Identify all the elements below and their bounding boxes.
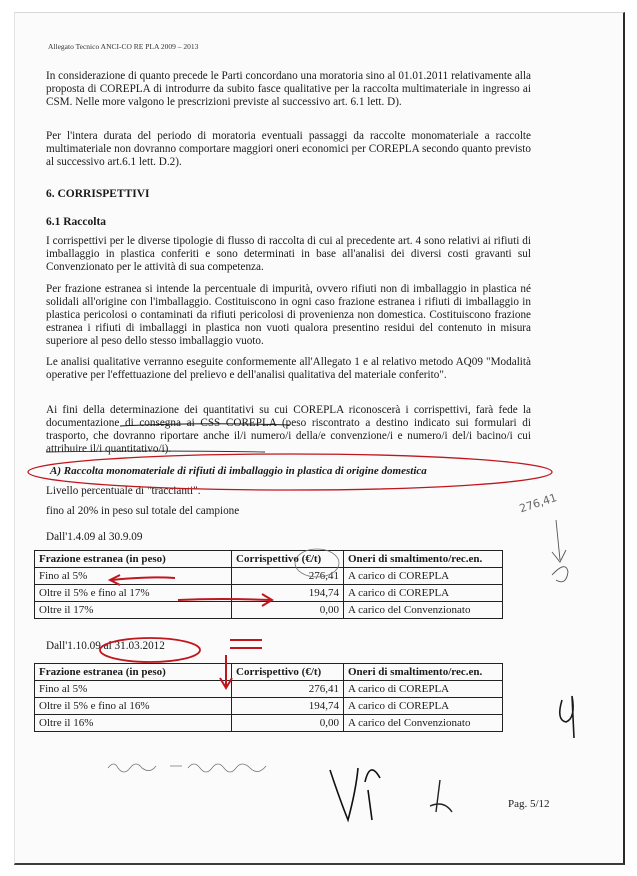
margin-squiggle: [560, 696, 574, 738]
table-cell: Oltre il 17%: [35, 602, 232, 619]
header-corrispettivo: Corrispettivo (€/t): [232, 551, 344, 568]
table-cell: A carico di COREPLA: [344, 585, 503, 602]
red-arrow-right: [178, 599, 270, 600]
table-cell: A carico di COREPLA: [344, 698, 503, 715]
table-cell: Fino al 5%: [35, 681, 232, 698]
table-cell: Oltre il 16%: [35, 715, 232, 732]
header-oneri: Oneri di smaltimento/rec.en.: [344, 664, 503, 681]
table-cell: 194,74: [232, 585, 344, 602]
red-equals: [230, 640, 262, 648]
table-cell: 276,41: [232, 568, 344, 585]
table-cell: Oltre il 5% e fino al 17%: [35, 585, 232, 602]
handwritten-note-text: Come uno = frazione realizzata: [104, 769, 246, 779]
period2-mid: al: [103, 640, 112, 652]
signature-2: [430, 780, 452, 812]
page-number: Pag. 5/12: [508, 798, 550, 810]
header-frazione: Frazione estranea (in peso): [35, 664, 232, 681]
signature-1: [330, 768, 380, 820]
header-corrispettivo: Corrispettivo (€/t): [232, 664, 344, 681]
table-cell: A carico del Convenzionato: [344, 602, 503, 619]
period2-start: Dall'1.10.09: [46, 640, 101, 652]
document-header: Allegato Tecnico ANCI-CO RE PLA 2009 – 2013: [48, 42, 199, 51]
paragraph-periodo: Per l'intera durata del periodo di moratoria eventuali passaggi da raccolte monomateriale a raccolte multimateriale non dovranno comportare maggiori oneri economici per COREPLA secondo quanto previsto al successivo art.6.1 lett. D.2).: [46, 130, 531, 168]
pencil-circle-euro: [295, 549, 339, 577]
period2-end: 31.03.2012: [114, 640, 165, 652]
table-cell: A carico del Convenzionato: [344, 715, 503, 732]
table-cell: A carico di COREPLA: [344, 568, 503, 585]
red-circle-date: [100, 638, 200, 662]
table-cell: 276,41: [232, 681, 344, 698]
paragraph-analisi: Le analisi qualitative verranno eseguite conformemente all'Allegato 1 e al relativo metodo AQ09 "Modalità operative per l'effettuazione del prelievo e dell'analisi qualitativa del materiale conferito".: [46, 356, 531, 381]
table-cell: 0,00: [232, 602, 344, 619]
section-title: 6. CORRISPETTIVI: [46, 188, 150, 200]
paragraph-frazione-estranea: Per frazione estranea si intende la percentuale di impurità, ovvero rifiuti non di imballaggio in plastica né solidali all'origine con l'imballaggio. Costituiscono in ogni caso frazione estranea i rifiuti di imballaggio in plastica pericolosi o contaminati da rifiuti pericolosi di provenienza non domestica. Costituiscono frazione estranea i rifiuti di imballaggi in plastica non vuoti qualora presentino residui del contenuto in misura superiore al peso dello stesso imballaggio vuoto.: [46, 283, 531, 347]
livello-text: Livello percentuale di "traccianti".: [46, 485, 201, 497]
ink-strike: [46, 451, 265, 452]
fino-text: fino al 20% in peso sul totale del campione: [46, 505, 240, 517]
paragraph-corrispettivi: I corrispettivi per le diverse tipologie di flusso di raccolta di cui al precedente art. 4 sono relativi ai rifiuti di imballaggio in plastica conferiti e sono determinati in base all'analisi dei diversi costi gravanti sul Convenzionato per le attività di sua competenza.: [46, 235, 531, 273]
table-cell: Fino al 5%: [35, 568, 232, 585]
table-cell: 194,74: [232, 698, 344, 715]
subsection-title: 6.1 Raccolta: [46, 216, 107, 228]
margin-pencil-arrow: [552, 520, 566, 562]
header-frazione: Frazione estranea (in peso): [35, 551, 232, 568]
table-cell: A carico di COREPLA: [344, 681, 503, 698]
header-oneri: Oneri di smaltimento/rec.en.: [344, 551, 503, 568]
red-ellipse-item-a: [28, 454, 552, 490]
ink-underline: [120, 424, 290, 426]
red-arrow-left: [112, 577, 175, 580]
margin-handwritten-number: 276,41: [517, 491, 559, 516]
paragraph-quantitativi: Ai fini della determinazione dei quantitativi su cui COREPLA riconoscerà i corrispettivi, farà fede la documentazione di consegna ai CSS COREPLA (peso riscontrato a destino indicato sui formulari di trasporto, che dovranno riportare anche il/i numero/i della/e convenzione/i e numero/i del/i bacino/i cui attribuire il/i quantitativo/i).: [46, 404, 531, 455]
paragraph-moratoria: In considerazione di quanto precede le Parti concordano una moratoria sino al 01.01.2011 relativamente alla proposta di COREPLA di introdurre da subito fasce qualitative per la raccolta multimateriale in ingresso ai CSM. Nelle more valgono le prescrizioni previste al successivo art. 6.1 lett. D).: [46, 70, 531, 108]
item-a-heading: A) Raccolta monomateriale di rifiuti di imballaggio in plastica di origine domestica: [50, 465, 427, 477]
table-cell: 0,00: [232, 715, 344, 732]
period1-label: Dall'1.4.09 al 30.9.09: [46, 531, 143, 543]
table-cell: Oltre il 5% e fino al 16%: [35, 698, 232, 715]
